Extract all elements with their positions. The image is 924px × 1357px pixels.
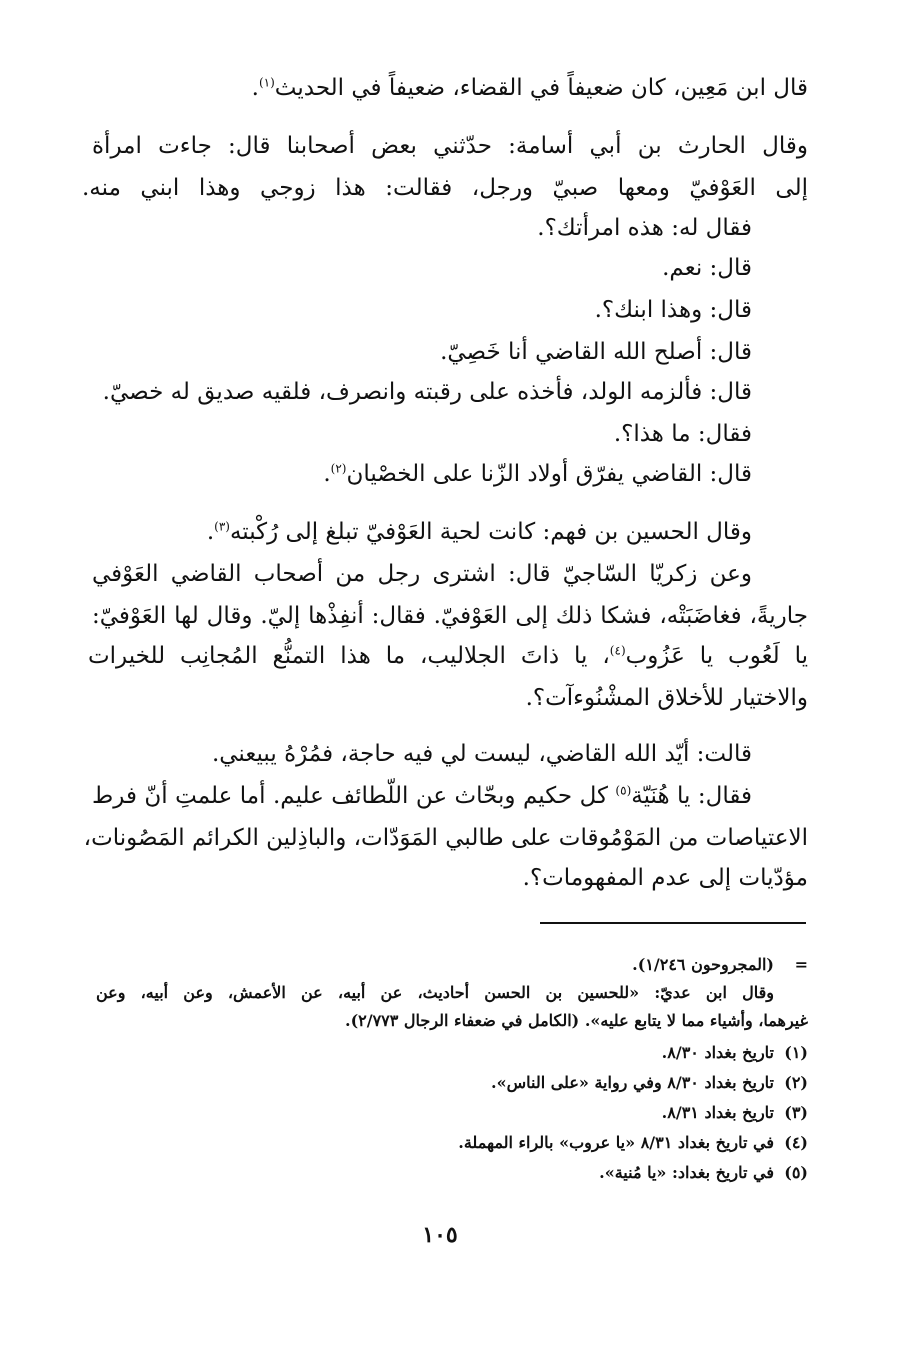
- footnote-ref-3[interactable]: (٣): [214, 519, 230, 534]
- footnote-ref-1[interactable]: (١): [258, 75, 275, 90]
- body-line-8: قال: فألزمه الولد، فأخذه على رقبته وانصرف، فلقيه صديق له خصيّ.: [102, 379, 752, 405]
- footnote-4: (٤)في تاريخ بغداد ٨/٣١ «يا عروب» بالراء المهملة.: [458, 1133, 808, 1152]
- body-line-6: قال: وهذا ابنك؟.: [594, 297, 752, 323]
- body-line-5: قال: نعم.: [662, 255, 752, 281]
- footnote-divider: [540, 922, 806, 924]
- body-line-3: إلى العَوْفيّ ومعها صبيّ ورجل، فقالت: هذا زوجي وهذا ابني منه.: [82, 175, 808, 201]
- body-line-19: مؤدّيات إلى عدم المفهومات؟.: [522, 865, 808, 891]
- footnote-continuation: =(المجروحون ١/٢٤٦).: [632, 955, 808, 974]
- body-line-12: وعن زكريّا السّاجيّ قال: اشترى رجل من أصحاب القاضي العَوْفي: [92, 561, 752, 587]
- footnote-1: (١)تاريخ بغداد ٨/٣٠.: [661, 1043, 808, 1062]
- body-line-4: فقال له: هذه امرأتك؟.: [537, 215, 752, 241]
- body-line-1: قال ابن مَعِين، كان ضعيفاً في القضاء، ضعيفاً في الحديث$^{(١)}$.: [251, 75, 808, 101]
- body-line-18: الاعتياصات من المَوْمُوقات على طالبي المَوَدّات، والباذِلين الكرائم المَصُونات،: [83, 825, 808, 851]
- body-line-16: قالت: أيّد الله القاضي، ليست لي فيه حاجة، فمُرْهُ يبيعني.: [211, 741, 752, 767]
- body-line-10: قال: القاضي يفرّق أولاد الزّنا على الخصْيان$^{(٢)}$.: [323, 461, 752, 487]
- body-line-17: فقال: يا هُنَيّة$^{(٥)}$ كل حكيم وبحّاث عن اللّطائف عليم. أما علمتِ أنّ فرط: [92, 783, 752, 809]
- body-line-14: يا لَعُوب يا عَزُوب$^{(٤)}$، يا ذاتَ الجلاليب، ما هذا التمنُّع المُجانِب للخيرات: [88, 643, 809, 669]
- footnote-ref-5[interactable]: (٥): [615, 783, 632, 798]
- body-line-13: جاريةً، فغاضَبَتْه، فشكا ذلك إلى العَوْفيّ. فقال: أنفِذْها إليّ. وقال لها العَوْفيّ:: [92, 603, 808, 629]
- body-line-15: والاختيار للأخلاق المشْنُوءآت؟.: [525, 685, 808, 711]
- footnote-ref-2[interactable]: (٢): [330, 461, 347, 476]
- footnote-5: (٥)في تاريخ بغداد: «يا مُنية».: [599, 1163, 808, 1182]
- footnote-3: (٣)تاريخ بغداد ٨/٣١.: [661, 1103, 808, 1122]
- body-line-2: وقال الحارث بن أبي أسامة: حدّثني بعض أصحابنا قال: جاءت امرأة: [92, 133, 808, 159]
- footnote-ref-4[interactable]: (٤): [609, 643, 626, 658]
- page-number: ١٠٥: [422, 1222, 458, 1248]
- footnote-continuation-line: وقال ابن عديّ: «للحسين بن الحسن أحاديث، عن أبيه، عن الأعمش، وعن أبيه، وعن: [96, 983, 774, 1002]
- body-line-11: وقال الحسين بن فهم: كانت لحية العَوْفيّ تبلغ إلى رُكْبته$^{(٣)}$.: [206, 519, 752, 545]
- body-line-9: فقال: ما هذا؟.: [613, 421, 752, 447]
- footnote-continuation-line: غيرهما، وأشياء مما لا يتابع عليه». (الكامل في ضعفاء الرجال ٢/٧٧٣).: [345, 1011, 808, 1030]
- footnote-2: (٢)تاريخ بغداد ٨/٣٠ وفي رواية «على الناس».: [491, 1073, 808, 1092]
- body-line-7: قال: أصلح الله القاضي أنا خَصِيّ.: [440, 339, 752, 365]
